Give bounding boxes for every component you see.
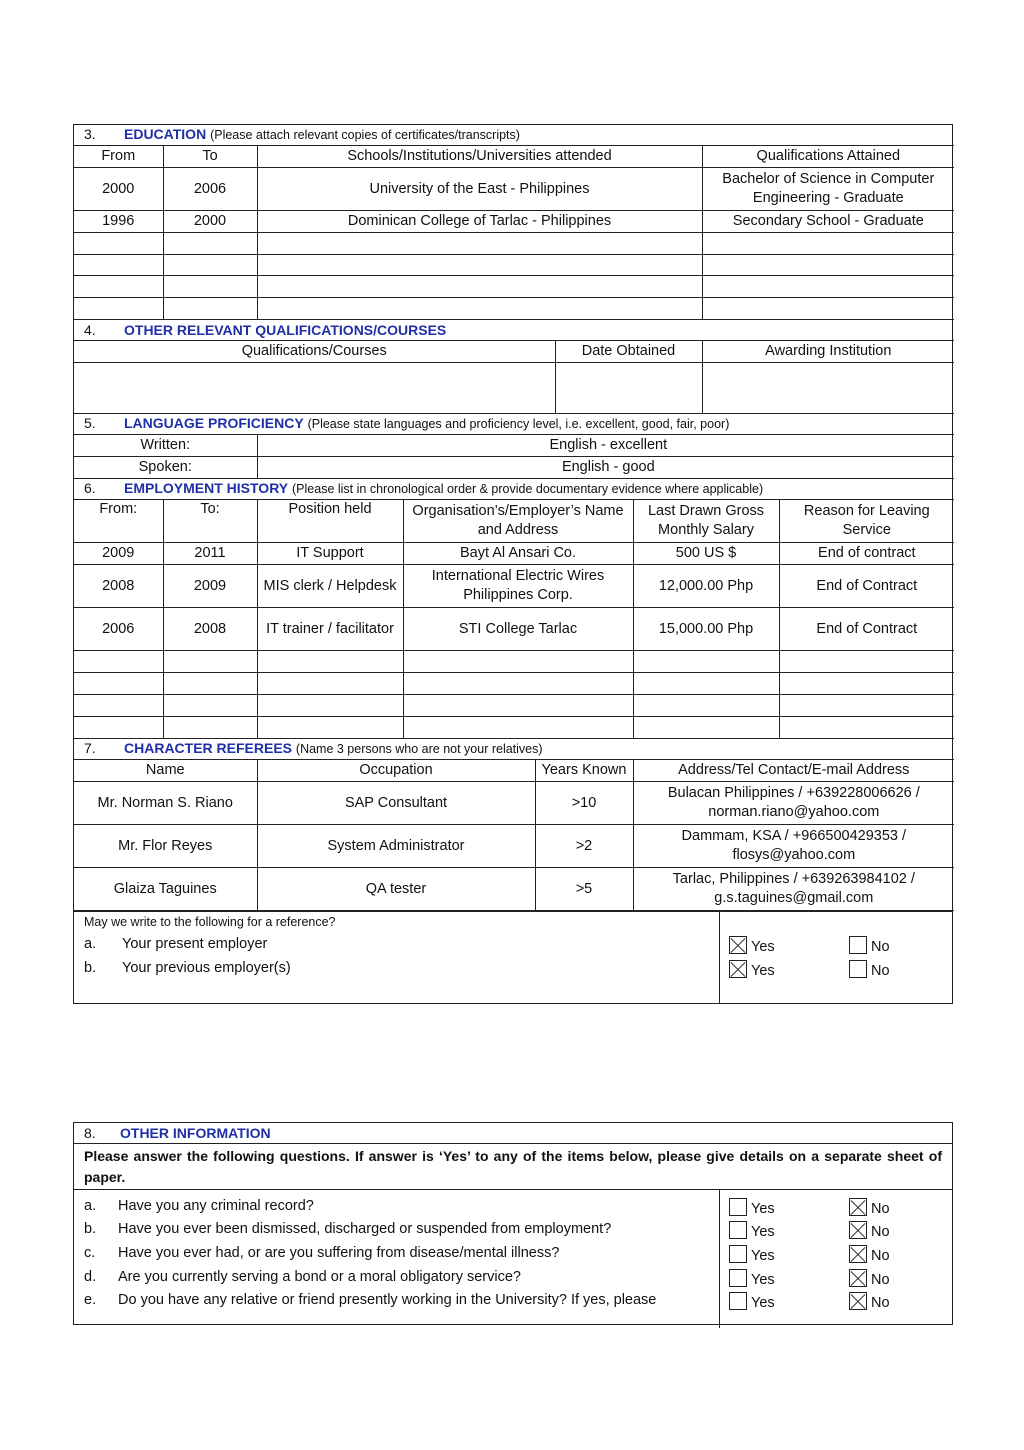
no-checkbox[interactable]	[849, 936, 867, 954]
no-label: No	[871, 1224, 890, 1240]
employment-reason: End of Contract	[779, 608, 954, 651]
no-option[interactable]	[849, 1245, 890, 1264]
column-header: From:	[74, 500, 163, 543]
section-title: OTHER INFORMATION	[120, 1125, 271, 1141]
no-checkbox[interactable]	[849, 1245, 867, 1263]
item-text: Do you have any relative or friend presently working in the University? If yes, please	[118, 1292, 657, 1308]
yes-option[interactable]	[729, 1269, 775, 1288]
column-header: Position held	[257, 500, 403, 543]
yes-label: Yes	[751, 1272, 775, 1288]
yes-label: Yes	[751, 963, 775, 979]
section-number: 6.	[84, 480, 96, 496]
table-row	[74, 543, 954, 565]
referee-contact: Bulacan Philippines / +639228006626 / norman.riano@yahoo.com	[633, 782, 954, 825]
referees-header-row	[74, 760, 954, 782]
employment-salary: 500 US $	[633, 543, 779, 565]
column-header: Qualifications Attained	[702, 146, 954, 168]
yes-checkbox[interactable]	[729, 960, 747, 978]
table-row	[74, 608, 954, 651]
education-qualification: Bachelor of Science in Computer Engineering - Graduate	[702, 168, 954, 211]
yes-option[interactable]	[729, 1292, 775, 1311]
item-letter: a.	[84, 1198, 97, 1214]
yes-label: Yes	[751, 939, 775, 955]
question-item	[74, 1243, 952, 1267]
yes-label: Yes	[751, 1201, 775, 1217]
section-title: EDUCATION	[124, 126, 207, 142]
no-checkbox[interactable]	[849, 1221, 867, 1239]
employment-to: 2009	[163, 565, 257, 608]
no-label: No	[871, 1272, 890, 1288]
section-note: (Name 3 persons who are not your relatives)	[295, 742, 543, 756]
no-checkbox[interactable]	[849, 1198, 867, 1216]
referee-years: >2	[535, 825, 633, 868]
question-item	[74, 1267, 952, 1291]
referee-occupation: System Administrator	[257, 825, 535, 868]
column-header: From	[74, 146, 163, 168]
yes-checkbox[interactable]	[729, 1292, 747, 1310]
no-option[interactable]	[849, 960, 890, 979]
education-header-row	[74, 146, 954, 168]
empty-row	[74, 233, 954, 255]
employment-from: 2008	[74, 565, 163, 608]
referee-name: Glaiza Taguines	[74, 868, 257, 911]
item-letter: b.	[84, 960, 97, 976]
other-qualifications-section-header	[74, 320, 954, 341]
employment-from: 2006	[74, 608, 163, 651]
item-text: Have you ever had, or are you suffering from disease/mental illness?	[118, 1245, 560, 1261]
employment-to: 2011	[163, 543, 257, 565]
column-header: Name	[74, 760, 257, 782]
employment-salary: 12,000.00 Php	[633, 565, 779, 608]
spoken-label: Spoken:	[74, 457, 257, 479]
question-item	[74, 1290, 952, 1314]
section-number: 7.	[84, 740, 96, 756]
education-school: Dominican College of Tarlac - Philippines	[257, 211, 702, 233]
yes-option[interactable]	[729, 936, 775, 955]
empty-row	[74, 695, 954, 717]
education-from: 2000	[74, 168, 163, 211]
education-qualification: Secondary School - Graduate	[702, 211, 954, 233]
employment-header-row	[74, 500, 954, 543]
education-section-header	[74, 125, 954, 146]
yes-checkbox[interactable]	[729, 936, 747, 954]
section-note: (Please attach relevant copies of certificates/transcripts)	[210, 128, 520, 142]
item-letter: e.	[84, 1292, 97, 1308]
referee-years: >10	[535, 782, 633, 825]
yes-option[interactable]	[729, 960, 775, 979]
employment-from: 2009	[74, 543, 163, 565]
column-header: Last Drawn Gross Monthly Salary	[633, 500, 779, 543]
no-checkbox[interactable]	[849, 1269, 867, 1287]
spoken-value: English - good	[257, 457, 954, 479]
column-header: Date Obtained	[555, 341, 702, 363]
no-option[interactable]	[849, 1221, 890, 1240]
column-header: Organisation’s/Employer’s Name and Address	[403, 500, 633, 543]
reference-item	[74, 958, 952, 982]
employment-to: 2008	[163, 608, 257, 651]
section-title: LANGUAGE PROFICIENCY	[124, 415, 304, 431]
education-to: 2006	[163, 168, 257, 211]
referee-occupation: QA tester	[257, 868, 535, 911]
item-text: Have you ever been dismissed, discharged or suspended from employment?	[118, 1221, 612, 1237]
referees-section-header	[74, 739, 954, 760]
yes-label: Yes	[751, 1224, 775, 1240]
education-school: University of the East - Philippines	[257, 168, 702, 211]
language-spoken-row	[74, 457, 954, 479]
employment-employer: STI College Tarlac	[403, 608, 633, 651]
referee-years: >5	[535, 868, 633, 911]
reference-permission	[74, 911, 952, 1003]
empty-row	[74, 298, 954, 320]
no-label: No	[871, 939, 890, 955]
empty-row	[74, 673, 954, 695]
no-option[interactable]	[849, 1269, 890, 1288]
yes-checkbox[interactable]	[729, 1269, 747, 1287]
employment-employer: Bayt Al Ansari Co.	[403, 543, 633, 565]
empty-row	[74, 651, 954, 673]
employment-section-header	[74, 479, 954, 500]
table-row	[74, 211, 954, 233]
empty-row	[74, 363, 954, 414]
column-header: Reason for Leaving Service	[779, 500, 954, 543]
section-note: (Please state languages and proficiency level, i.e. excellent, good, fair, poor)	[307, 417, 730, 431]
item-text: Have you any criminal record?	[118, 1198, 314, 1214]
no-checkbox[interactable]	[849, 960, 867, 978]
no-label: No	[871, 1201, 890, 1217]
yes-option[interactable]	[729, 1221, 775, 1240]
item-text: Your present employer	[122, 936, 268, 952]
employment-salary: 15,000.00 Php	[633, 608, 779, 651]
employment-position: IT trainer / facilitator	[257, 608, 403, 651]
empty-row	[74, 276, 954, 298]
item-letter: a.	[84, 936, 97, 952]
section-number: 5.	[84, 415, 96, 431]
column-header: Qualifications/Courses	[74, 341, 555, 363]
yes-label: Yes	[751, 1295, 775, 1311]
language-section-header	[74, 414, 954, 435]
column-header: To:	[163, 500, 257, 543]
other-info-questions	[74, 1190, 952, 1328]
column-header: Schools/Institutions/Universities attended	[257, 146, 702, 168]
question-item	[74, 1219, 952, 1243]
section-title: CHARACTER REFEREES	[124, 740, 293, 756]
employment-reason: End of contract	[779, 543, 954, 565]
qualifications-header-row	[74, 341, 954, 363]
referee-occupation: SAP Consultant	[257, 782, 535, 825]
no-option[interactable]	[849, 936, 890, 955]
yes-label: Yes	[751, 1248, 775, 1264]
application-form-block-2	[73, 1122, 953, 1325]
written-value: English - excellent	[257, 435, 954, 457]
column-header: To	[163, 146, 257, 168]
referee-name: Mr. Flor Reyes	[74, 825, 257, 868]
language-written-row	[74, 435, 954, 457]
column-header: Awarding Institution	[702, 341, 954, 363]
referee-contact: Tarlac, Philippines / +639263984102 / g.s.taguines@gmail.com	[633, 868, 954, 911]
reference-item	[74, 934, 952, 958]
table-row	[74, 825, 954, 868]
employment-position: IT Support	[257, 543, 403, 565]
empty-row	[74, 717, 954, 739]
empty-row	[74, 255, 954, 276]
no-label: No	[871, 963, 890, 979]
no-label: No	[871, 1295, 890, 1311]
section-title: OTHER RELEVANT QUALIFICATIONS/COURSES	[124, 321, 447, 338]
form-table	[74, 125, 954, 911]
yes-checkbox[interactable]	[729, 1221, 747, 1239]
section-number: 8.	[84, 1125, 96, 1141]
referee-contact: Dammam, KSA / +966500429353 / flosys@yahoo.com	[633, 825, 954, 868]
other-info-instruction: Please answer the following questions. If answer is ‘Yes’ to any of the items below, please give details on a separate sheet of paper.	[74, 1144, 952, 1190]
section-note: (Please list in chronological order & provide documentary evidence where applicable)	[292, 482, 764, 496]
item-letter: d.	[84, 1269, 97, 1285]
item-text: Your previous employer(s)	[122, 960, 291, 976]
employment-employer: International Electric Wires Philippines Corp.	[403, 565, 633, 608]
education-to: 2000	[163, 211, 257, 233]
column-header: Years Known	[535, 760, 633, 782]
yes-option[interactable]	[729, 1245, 775, 1264]
question-item	[74, 1196, 952, 1220]
yes-checkbox[interactable]	[729, 1245, 747, 1263]
table-row	[74, 168, 954, 211]
employment-reason: End of Contract	[779, 565, 954, 608]
table-row	[74, 782, 954, 825]
yes-option[interactable]	[729, 1198, 775, 1217]
item-letter: b.	[84, 1221, 97, 1237]
no-checkbox[interactable]	[849, 1292, 867, 1310]
column-header: Address/Tel Contact/E-mail Address	[633, 760, 954, 782]
application-form-block-1	[73, 124, 953, 1004]
table-row	[74, 868, 954, 911]
reference-question: May we write to the following for a reference?	[84, 915, 336, 929]
no-label: No	[871, 1248, 890, 1264]
employment-position: MIS clerk / Helpdesk	[257, 565, 403, 608]
written-label: Written:	[74, 435, 257, 457]
yes-checkbox[interactable]	[729, 1198, 747, 1216]
other-info-section-header	[74, 1123, 952, 1144]
table-row	[74, 565, 954, 608]
no-option[interactable]	[849, 1198, 890, 1217]
item-letter: c.	[84, 1245, 96, 1261]
section-number: 3.	[84, 126, 96, 142]
column-header: Occupation	[257, 760, 535, 782]
section-title: EMPLOYMENT HISTORY	[124, 480, 289, 496]
referee-name: Mr. Norman S. Riano	[74, 782, 257, 825]
section-number: 4.	[84, 321, 96, 338]
no-option[interactable]	[849, 1292, 890, 1311]
item-text: Are you currently serving a bond or a moral obligatory service?	[118, 1269, 521, 1285]
education-from: 1996	[74, 211, 163, 233]
